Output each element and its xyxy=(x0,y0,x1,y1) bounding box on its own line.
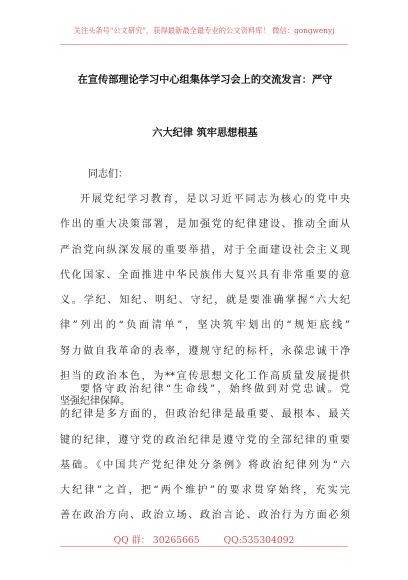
paragraph-line: 坚强纪律保障。 xyxy=(60,396,130,408)
paragraph-line: 的纪律是多方面的，但政治纪律是最重要、最根本、最关 xyxy=(60,409,350,421)
paragraph-line: 努力做自我革命的表率，遵规守纪的标杆，永葆忠诚干净 xyxy=(60,345,350,357)
paragraph-line: 开展党纪学习教育，是以习近平同志为核心的党中央 xyxy=(80,194,350,205)
header-banner: 关注头条号"公文研究"，获得最新最全最专业的公文资料库！ 微信：gongwenyj xyxy=(73,26,335,35)
document-title-line-1: 在宣传部理论学习中心组集体学习会上的交流发言：严守 xyxy=(77,74,333,86)
paragraph-line: 义。学纪、知纪、明纪、守纪，就是要准确掌握“六大纪 xyxy=(60,295,350,307)
header-divider xyxy=(60,44,348,45)
paragraph-line: 大纪律”之首，把“两个维护”的要求贯穿始终，充实完 xyxy=(60,485,350,497)
paragraph-line: 担当的政治本色，为**宣传思想文化工作高质量发展提供 xyxy=(60,371,350,383)
paragraph-2 xyxy=(60,377,350,529)
paragraph-line: 作出的重大决策部署，是加强党的纪律建设、推动全面从 xyxy=(60,219,350,231)
footer-qq-number: QQ:535304092 xyxy=(223,535,295,546)
footer-divider xyxy=(60,546,348,547)
paragraph-line: 基础。《中国共产党纪律处分条例》将政治纪律列为“六 xyxy=(60,459,350,471)
paragraph-line: 严治党向纵深发展的重要举措，对于全面建设社会主义现 xyxy=(60,244,350,256)
footer-contact xyxy=(0,532,408,546)
paragraph-line: 善在政治方向、政治立场、政治言论、政治行为方面必须 xyxy=(60,510,350,522)
footer-qq-group: QQ 群： 30265665 xyxy=(113,535,200,546)
paragraph-line: 代化国家、全面推进中华民族伟大复兴具有非常重要的意 xyxy=(60,269,350,281)
paragraph-line: 要恪守政治纪律“生命线”，始终做到对党忠诚。党 xyxy=(80,384,350,395)
salutation: 同志们： xyxy=(88,169,128,180)
paragraph-line: 键的纪律，遵守党的政治纪律是遵守党的全部纪律的重要 xyxy=(60,434,350,446)
paragraph-line: 律”列出的“负面清单”，坚决筑牢划出的“规矩底线” xyxy=(60,320,350,332)
document-title-line-2: 六大纪律 筑牢思想根基 xyxy=(152,127,258,139)
